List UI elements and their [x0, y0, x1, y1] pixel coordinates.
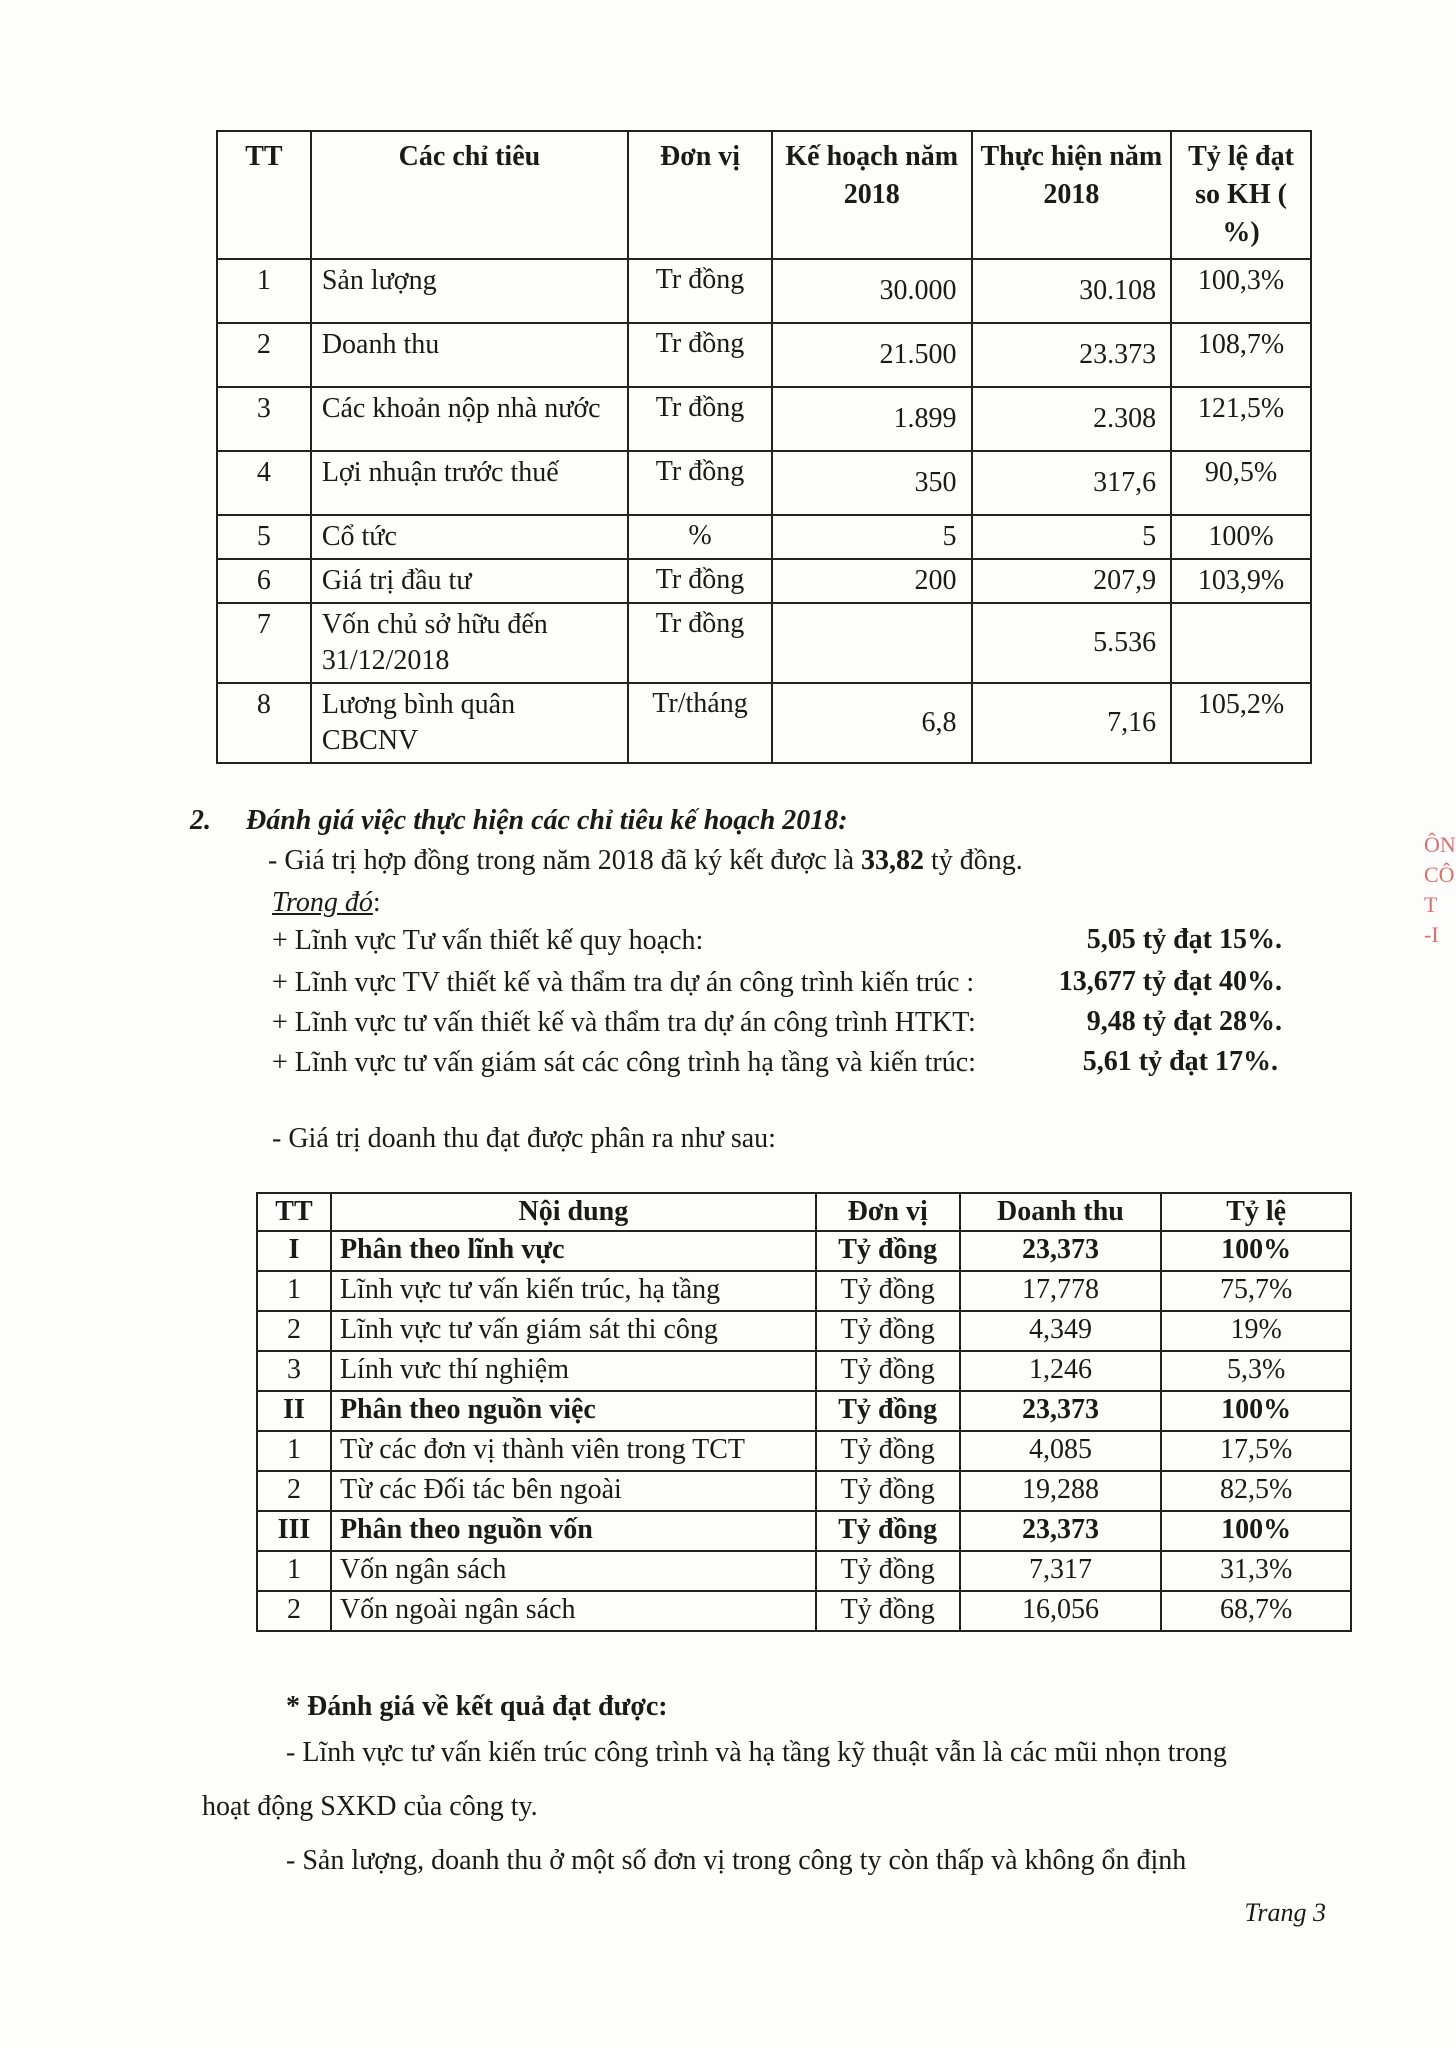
contract-field-label: + Lĩnh vực tư vấn giám sát các công trình hạ tầng và kiến trúc:: [272, 1047, 976, 1078]
row-unit: Tr đồng: [628, 603, 772, 683]
row-indicator: Vốn chủ sở hữu đến 31/12/2018: [311, 603, 628, 683]
row-indicator: Giá trị đầu tư: [311, 559, 628, 603]
revenue-row: [257, 1271, 1351, 1311]
row-indicator: Sản lượng: [311, 259, 628, 323]
row-content: Phân theo nguồn vốn: [331, 1511, 816, 1551]
revenue-group-row: [257, 1391, 1351, 1431]
row-number: 4: [217, 451, 311, 515]
row-number: II: [257, 1391, 331, 1431]
row-indicator: Doanh thu: [311, 323, 628, 387]
contract-value-line: [268, 844, 1023, 878]
evaluation-p2: - Sản lượng, doanh thu ở một số đơn vị trong công ty còn thấp và không ổn định: [286, 1845, 1187, 1876]
row-unit: Tỷ đồng: [816, 1431, 960, 1471]
row-number: 6: [217, 559, 311, 603]
header-pct: Tỷ lệ đạt so KH ( %): [1171, 131, 1311, 259]
evaluation-title: * Đánh giá về kết quả đạt được:: [286, 1691, 668, 1722]
row-pct: 90,5%: [1171, 451, 1311, 515]
row-unit: Tỷ đồng: [816, 1591, 960, 1631]
kpi-row: [217, 515, 1311, 559]
row-plan: 30.000: [772, 259, 972, 323]
contract-field-label: + Lĩnh vực TV thiết kế và thẩm tra dự án công trình kiến trúc :: [272, 967, 975, 998]
row-plan: 1.899: [772, 387, 972, 451]
contract-suffix: tỷ đồng.: [924, 845, 1023, 876]
kpi-row: [217, 323, 1311, 387]
row-actual: 30.108: [972, 259, 1172, 323]
row-pct: 100,3%: [1171, 259, 1311, 323]
row-pct: 108,7%: [1171, 323, 1311, 387]
row-unit: Tr đồng: [628, 323, 772, 387]
revenue-table-header: [257, 1193, 1351, 1231]
revenue-row: [257, 1311, 1351, 1351]
row-ratio: 68,7%: [1161, 1591, 1351, 1631]
kpi-row: [217, 559, 1311, 603]
row-number: 7: [217, 603, 311, 683]
row-ratio: 17,5%: [1161, 1431, 1351, 1471]
contract-field-value: 5,61 tỷ đạt 17%.: [1082, 1046, 1278, 1077]
row-revenue: 7,317: [960, 1551, 1162, 1591]
row-unit: Tr/tháng: [628, 683, 772, 763]
row-number: 2: [217, 323, 311, 387]
kpi-table: [216, 130, 1312, 764]
revenue-row: [257, 1351, 1351, 1391]
row-plan: 200: [772, 559, 972, 603]
row-ratio: 31,3%: [1161, 1551, 1351, 1591]
row-revenue: 23,373: [960, 1391, 1162, 1431]
header-unit: Đơn vị: [816, 1193, 960, 1231]
row-actual: 23.373: [972, 323, 1172, 387]
in-which-text: Trong đó: [272, 887, 373, 918]
header-revenue: Doanh thu: [960, 1193, 1162, 1231]
row-indicator: Lợi nhuận trước thuế: [311, 451, 628, 515]
kpi-row: [217, 683, 1311, 763]
header-unit: Đơn vị: [628, 131, 772, 259]
revenue-row: [257, 1431, 1351, 1471]
row-unit: Tỷ đồng: [816, 1271, 960, 1311]
row-revenue: 4,085: [960, 1431, 1162, 1471]
row-revenue: 1,246: [960, 1351, 1162, 1391]
header-actual: Thực hiện năm 2018: [972, 131, 1172, 259]
row-number: 3: [257, 1351, 331, 1391]
section-title: Đánh giá việc thực hiện các chỉ tiêu kế hoạch 2018:: [246, 805, 848, 836]
row-plan: 350: [772, 451, 972, 515]
row-ratio: 82,5%: [1161, 1471, 1351, 1511]
row-number: 2: [257, 1471, 331, 1511]
revenue-row: [257, 1591, 1351, 1631]
page-number: Trang 3: [1244, 1898, 1326, 1927]
contract-value: 33,82: [861, 845, 925, 876]
row-revenue: 4,349: [960, 1311, 1162, 1351]
contract-field-value: 9,48 tỷ đạt 28%.: [1086, 1006, 1282, 1037]
row-indicator: Cổ tức: [311, 515, 628, 559]
revenue-table: [256, 1192, 1352, 1632]
kpi-table-header: [217, 131, 1311, 259]
row-ratio: 19%: [1161, 1311, 1351, 1351]
row-unit: %: [628, 515, 772, 559]
row-number: I: [257, 1231, 331, 1271]
in-which-label: [272, 886, 381, 920]
section-number: 2.: [190, 805, 211, 836]
row-unit: Tr đồng: [628, 451, 772, 515]
revenue-group-row: [257, 1231, 1351, 1271]
row-actual: 5.536: [972, 603, 1172, 683]
contract-prefix: - Giá trị hợp đồng trong năm 2018 đã ký kết được là: [268, 845, 862, 876]
header-ratio: Tỷ lệ: [1161, 1193, 1351, 1231]
row-number: 8: [217, 683, 311, 763]
row-content: Vốn ngân sách: [331, 1551, 816, 1591]
row-pct: 105,2%: [1171, 683, 1311, 763]
kpi-row: [217, 259, 1311, 323]
header-content: Nội dung: [331, 1193, 816, 1231]
row-actual: 2.308: [972, 387, 1172, 451]
contract-field-value: 13,677 tỷ đạt 40%.: [1058, 966, 1282, 997]
row-content: Từ các đơn vị thành viên trong TCT: [331, 1431, 816, 1471]
kpi-row: [217, 387, 1311, 451]
evaluation-p1-line2: hoạt động SXKD của công ty.: [202, 1791, 538, 1822]
row-unit: Tỷ đồng: [816, 1551, 960, 1591]
row-pct: 103,9%: [1171, 559, 1311, 603]
row-actual: 207,9: [972, 559, 1172, 603]
row-ratio: 75,7%: [1161, 1271, 1351, 1311]
row-actual: 5: [972, 515, 1172, 559]
row-ratio: 100%: [1161, 1511, 1351, 1551]
row-unit: Tỷ đồng: [816, 1471, 960, 1511]
row-plan: [772, 603, 972, 683]
row-revenue: 19,288: [960, 1471, 1162, 1511]
row-indicator: Lương bình quân CBCNV: [311, 683, 628, 763]
kpi-row: [217, 451, 1311, 515]
row-content: Lĩnh vực tư vấn kiến trúc, hạ tầng: [331, 1271, 816, 1311]
row-plan: 5: [772, 515, 972, 559]
header-indicator: Các chỉ tiêu: [311, 131, 628, 259]
row-content: Vốn ngoài ngân sách: [331, 1591, 816, 1631]
row-plan: 21.500: [772, 323, 972, 387]
header-tt: TT: [217, 131, 311, 259]
row-revenue: 23,373: [960, 1231, 1162, 1271]
row-indicator: Các khoản nộp nhà nước: [311, 387, 628, 451]
contract-field-label: + Lĩnh vực tư vấn thiết kế và thẩm tra dự án công trình HTKT:: [272, 1007, 976, 1038]
revenue-intro: - Giá trị doanh thu đạt được phân ra như sau:: [272, 1123, 776, 1154]
row-number: 1: [257, 1271, 331, 1311]
row-unit: Tỷ đồng: [816, 1351, 960, 1391]
row-revenue: 17,778: [960, 1271, 1162, 1311]
row-unit: Tỷ đồng: [816, 1511, 960, 1551]
header-plan: Kế hoạch năm 2018: [772, 131, 972, 259]
row-pct: [1171, 603, 1311, 683]
revenue-group-row: [257, 1511, 1351, 1551]
row-content: Lĩnh vực tư vấn giám sát thi công: [331, 1311, 816, 1351]
row-ratio: 5,3%: [1161, 1351, 1351, 1391]
contract-field-value: 5,05 tỷ đạt 15%.: [1086, 924, 1282, 955]
row-number: 1: [257, 1431, 331, 1471]
revenue-row: [257, 1471, 1351, 1511]
row-number: 5: [217, 515, 311, 559]
row-revenue: 16,056: [960, 1591, 1162, 1631]
row-content: Lính vưc thí nghiệm: [331, 1351, 816, 1391]
row-number: III: [257, 1511, 331, 1551]
revenue-row: [257, 1551, 1351, 1591]
row-unit: Tỷ đồng: [816, 1311, 960, 1351]
in-which-colon: :: [372, 887, 381, 918]
row-content: Từ các Đối tác bên ngoài: [331, 1471, 816, 1511]
row-actual: 7,16: [972, 683, 1172, 763]
row-actual: 317,6: [972, 451, 1172, 515]
kpi-row: [217, 603, 1311, 683]
row-unit: Tỷ đồng: [816, 1231, 960, 1271]
section-2-heading: [190, 804, 848, 838]
row-number: 3: [217, 387, 311, 451]
row-pct: 121,5%: [1171, 387, 1311, 451]
header-tt: TT: [257, 1193, 331, 1231]
row-unit: Tỷ đồng: [816, 1391, 960, 1431]
row-unit: Tr đồng: [628, 387, 772, 451]
row-number: 2: [257, 1591, 331, 1631]
row-ratio: 100%: [1161, 1391, 1351, 1431]
contract-field-label: + Lĩnh vực Tư vấn thiết kế quy hoạch:: [272, 925, 704, 956]
row-number: 2: [257, 1311, 331, 1351]
row-content: Phân theo lĩnh vực: [331, 1231, 816, 1271]
row-content: Phân theo nguồn việc: [331, 1391, 816, 1431]
stamp-fragment-icon: ÔN CÔ T -I: [1424, 832, 1456, 947]
row-revenue: 23,373: [960, 1511, 1162, 1551]
row-number: 1: [217, 259, 311, 323]
row-pct: 100%: [1171, 515, 1311, 559]
row-unit: Tr đồng: [628, 259, 772, 323]
evaluation-p1-line1: - Lĩnh vực tư vấn kiến trúc công trình và hạ tầng kỹ thuật vẫn là các mũi nhọn trong: [286, 1737, 1227, 1768]
row-number: 1: [257, 1551, 331, 1591]
row-ratio: 100%: [1161, 1231, 1351, 1271]
row-unit: Tr đồng: [628, 559, 772, 603]
row-plan: 6,8: [772, 683, 972, 763]
